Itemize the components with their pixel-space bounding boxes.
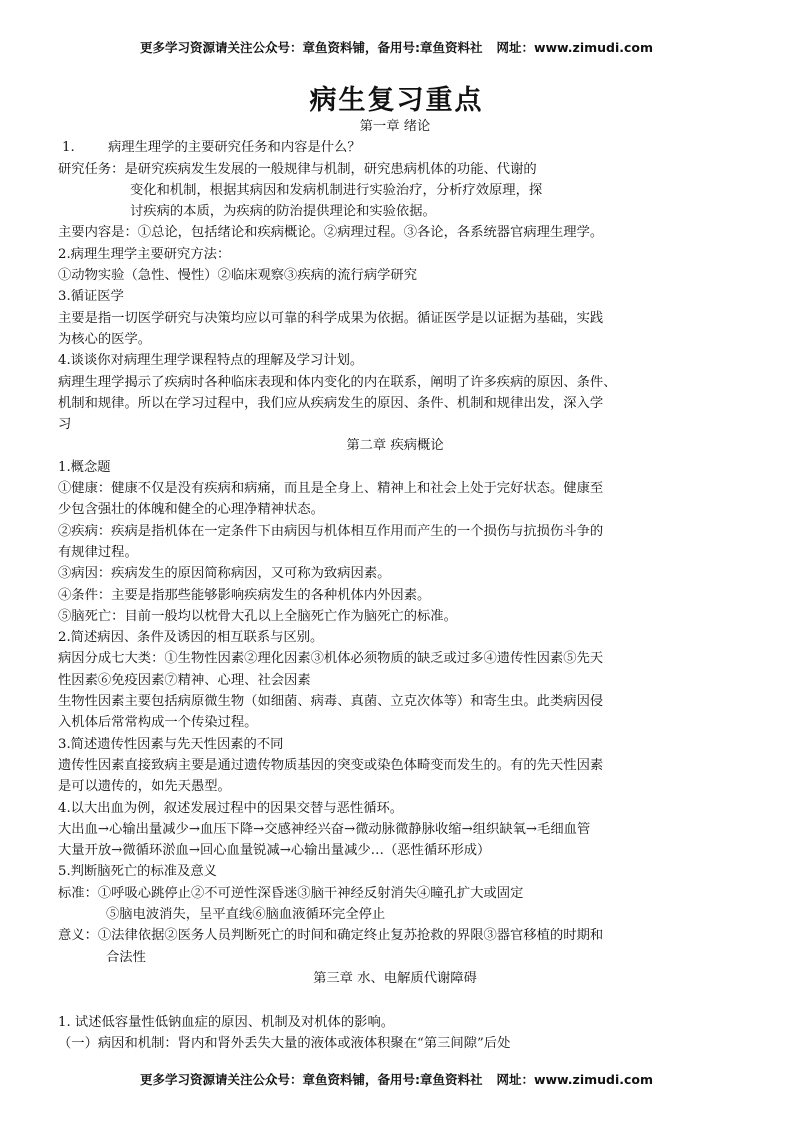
paragraph: ①动物实验（急性、慢性）②临床观察③疾病的流行病学研究 <box>58 268 418 284</box>
question: 1. 试述低容量性低钠血症的原因、机制及对机体的影响。 <box>58 1015 395 1031</box>
question: 5.判断脑死亡的标准及意义 <box>58 864 217 880</box>
paragraph: 少包含强壮的体魄和健全的心理净精神状态。 <box>58 502 324 518</box>
question: 3.简述遗传性因素与先天性因素的不同 <box>58 736 284 752</box>
paragraph: 研究任务：是研究疾病发生发展的一般规律与机制，研究患病机体的功能、代谢的 <box>58 161 537 177</box>
question: 1.概念题 <box>58 459 111 475</box>
paragraph: 主要是指一切医学研究与决策均应以可靠的科学成果为依据。循证医学是以证据为基础，实践 <box>58 310 604 326</box>
chapter-heading: 第一章 绪论 <box>359 119 431 134</box>
paragraph: 入机体后常常构成一个传染过程。 <box>58 715 258 731</box>
paragraph: 习 <box>58 417 72 433</box>
paragraph: ⑤脑死亡：目前一般均以枕骨大孔以上全脑死亡作为脑死亡的标准。 <box>58 608 457 624</box>
paragraph: 主要内容是：①总论，包括绪论和疾病概论。②病理过程。③各论，各系统器官病理生理学。 <box>58 225 604 241</box>
paragraph: 是可以遗传的，如先天愚型。 <box>58 779 231 795</box>
question <box>58 137 732 158</box>
question: 2.简述病因、条件及诱因的相互联系与区别。 <box>58 630 324 646</box>
paragraph: 机制和规律。所以在学习过程中，我们应从疾病发生的原因、条件、机制和规律出发，深入学 <box>58 395 604 411</box>
paragraph: 讨疾病的本质，为疾病的防治提供理论和实验依据。 <box>130 204 436 220</box>
paragraph: 变化和机制，根据其病因和发病机制进行实验治疗，分析疗效原理，探 <box>130 182 543 198</box>
page-header <box>0 38 793 56</box>
paragraph: 合法性 <box>106 949 146 965</box>
paragraph: 性因素⑥免疫因素⑦精神、心理、社会因素 <box>58 672 311 688</box>
paragraph: （一）病因和机制：肾内和肾外丢失大量的液体或液体积聚在“第三间隙”后处 <box>58 1036 511 1052</box>
question: 4.以大出血为例，叙述发展过程中的因果交替与恶性循环。 <box>58 800 404 816</box>
paragraph: 为核心的医学。 <box>58 331 152 347</box>
paragraph: 意义：①法律依据②医务人员判断死亡的时间和确定终止复苏抢救的界限③器官移植的时期和 <box>58 928 604 944</box>
paragraph: 有规律过程。 <box>58 544 138 560</box>
footer-site: 网址：www.zimudi.com <box>496 1072 654 1087</box>
document-body <box>58 116 732 1055</box>
paragraph: 病理生理学揭示了疾病时各种临床表现和体内变化的内在联系，阐明了许多疾病的原因、条件、 <box>58 374 617 390</box>
paragraph: 病因分成七大类：①生物性因素②理化因素③机体必须物质的缺乏或过多④遗传性因素⑤先天 <box>58 651 604 667</box>
paragraph: 生物性因素主要包括病原微生物（如细菌、病毒、真菌、立克次体等）和寄生虫。此类病因侵 <box>58 694 604 710</box>
header-site: 网址：www.zimudi.com <box>496 40 654 55</box>
document-title: 病生复习重点 <box>309 85 484 116</box>
question-text: 病理生理学的主要研究任务和内容是什么？ <box>108 140 361 156</box>
paragraph: ⑤脑电波消失，呈平直线⑥脑血液循环完全停止 <box>106 906 386 922</box>
header-text: 更多学习资源请关注公众号：章鱼资料铺，备用号:章鱼资料社 <box>139 40 483 55</box>
paragraph: ③病因：疾病发生的原因简称病因，又可称为致病因素。 <box>58 566 391 582</box>
question-number: 1. <box>62 140 75 156</box>
paragraph: 遗传性因素直接致病主要是通过遗传物质基因的突变或染色体畸变而发生的。有的先天性因素 <box>58 757 604 773</box>
paragraph: ②疾病：疾病是指机体在一定条件下由病因与机体相互作用而产生的一个损伤与抗损伤斗争的 <box>58 523 604 539</box>
paragraph: 大出血→心输出量减少→血压下降→交感神经兴奋→微动脉微静脉收缩→组织缺氧→毛细血管 <box>58 821 591 837</box>
paragraph: ①健康：健康不仅是没有疾病和病痛，而且是全身上、精神上和社会上处于完好状态。健康至 <box>58 481 604 497</box>
paragraph: 大量开放→微循环淤血→回心血量锐减→心输出量减少…（恶性循环形成） <box>58 843 491 859</box>
spacer <box>58 989 732 1012</box>
chapter-heading: 第二章 疾病概论 <box>346 438 444 454</box>
page-footer <box>0 1070 793 1088</box>
paragraph: ④条件：主要是指那些能够影响疾病发生的各种机体内外因素。 <box>58 587 431 603</box>
paragraph: 标准：①呼吸心跳停止②不可逆性深昏迷③脑干神经反射消失④瞳孔扩大或固定 <box>58 885 524 901</box>
chapter-heading: 第三章 水、电解质代谢障碍 <box>313 970 477 986</box>
question: 3.循证医学 <box>58 289 124 305</box>
question: 4.谈谈你对病理生理学课程特点的理解及学习计划。 <box>58 353 364 369</box>
question: 2.病理生理学主要研究方法： <box>58 246 231 262</box>
footer-text: 更多学习资源请关注公众号：章鱼资料铺，备用号:章鱼资料社 <box>139 1072 483 1087</box>
